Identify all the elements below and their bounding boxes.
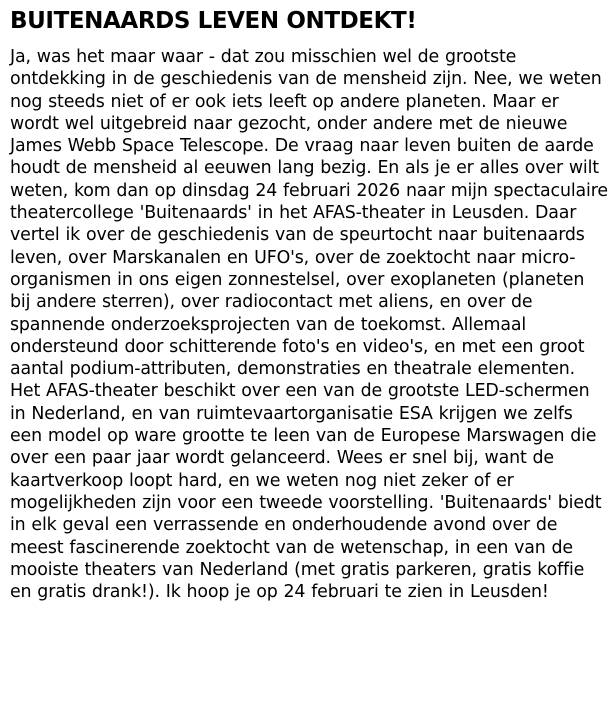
article-body: Ja, was het maar waar - dat zou misschien wel de grootste ontdekking in de geschiedenis van de mensheid zijn. Nee, we weten nog steeds niet of er ook iets leeft op andere planeten. Maar er wordt wel uitgebreid naar gezocht, onder andere met de nieuwe James Webb Space Telescope. De vraag naar leven buiten de aarde houdt de mensheid al eeuwen lang bezig. En als je er alles over wilt weten, kom dan op dinsdag 24 februari 2026 naar mijn spectaculaire theatercollege 'Buitenaards' in het AFAS-theater in Leusden. Daar vertel ik over de geschiedenis van de speurtocht naar buitenaards leven, over Marskanalen en UFO's, over de zoektocht naar micro-organismen in ons eigen zonnestelsel, over exoplaneten (planeten bij andere sterren), over radiocontact met aliens, en over de spannende onderzoeksprojecten van de toekomst. Allemaal ondersteund door schitterende foto's en video's, en met een groot aantal podium-attributen, demonstraties en theatrale elementen. Het AFAS-theater beschikt over een van de grootste LED-schermen in Nederland, en van ruimtevaartorganisatie ESA krijgen we zelfs een model op ware grootte te leen van de Europese Marswagen die over een paar jaar wordt gelanceerd. Wees er snel bij, want de kaartverkoop loopt hard, en we weten nog niet zeker of er mogelijkheden zijn voor een tweede voorstelling. 'Buitenaards' biedt in elk geval een verrassende en onderhoudende avond over de meest fascinerende zoektocht van de wetenschap, in een van de mooiste theaters van Nederland (met gratis parkeren, gratis koffie en gratis drank!). Ik hoop je op 24 februari te zien in Leusden! [10,47,608,603]
article-title: BUITENAARDS LEVEN ONTDEKT! [10,8,417,34]
